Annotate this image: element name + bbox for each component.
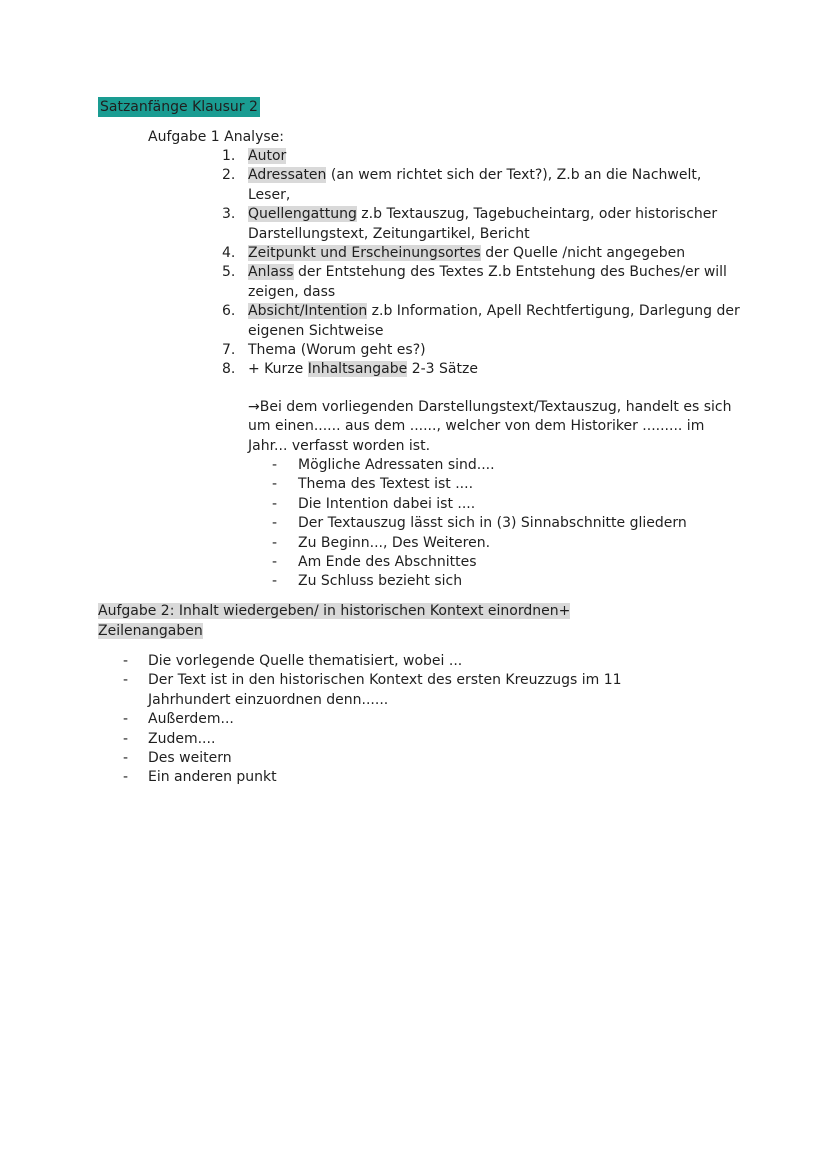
item-text: Der Textauszug lässt sich in (3) Sinnabschnitte gliedern: [298, 515, 687, 532]
list-number: 7.: [222, 342, 236, 359]
highlighted-term: Zeitpunkt und Erscheinungsortes: [248, 245, 481, 262]
item-text: Am Ende des Abschnittes: [298, 554, 477, 571]
list-item: [272, 514, 758, 533]
list-item: [123, 730, 708, 749]
document-title: Satzanfänge Klausur 2: [100, 99, 258, 115]
dash-marker: -: [272, 476, 278, 493]
aufgabe2-dash-list: [123, 652, 708, 788]
item-text: z.b Information, Apell Rechtfertigung, Darlegung der eigenen Sichtweise: [248, 303, 740, 339]
dash-marker: -: [272, 515, 278, 532]
item-text: der Quelle /nicht angegeben: [480, 245, 686, 262]
list-item: [123, 768, 708, 787]
list-item: [222, 302, 748, 341]
item-text: Zu Schluss bezieht sich: [298, 573, 463, 590]
dash-marker: -: [123, 711, 129, 728]
list-number: 6.: [222, 303, 236, 320]
dash-marker: -: [123, 653, 129, 669]
list-number: 1.: [222, 148, 236, 164]
item-text: z.b Textauszug, Tagebucheintarg, oder historischer Darstellungstext, Zeitungartikel, Bericht: [248, 206, 718, 242]
dash-marker: -: [272, 554, 278, 571]
item-text: Der Text ist in den historischen Kontext des ersten Kreuzzugs im 11 Jahrhundert einzuordnen denn......: [148, 672, 622, 708]
list-item: [272, 534, 758, 553]
list-item: [222, 147, 748, 166]
list-item: [222, 360, 748, 379]
list-item: [272, 553, 758, 572]
list-number: 4.: [222, 245, 236, 262]
highlighted-term: Quellengattung: [248, 206, 357, 223]
dash-marker: -: [272, 457, 278, 473]
list-item: [272, 495, 758, 514]
aufgabe1-heading: Aufgabe 1 Analyse:: [148, 129, 284, 145]
item-text: Die Intention dabei ist ....: [298, 495, 476, 512]
dash-marker: -: [123, 769, 129, 786]
highlighted-term: Inhaltsangabe: [307, 361, 408, 378]
list-item: [222, 166, 748, 205]
item-text: + Kurze: [248, 361, 308, 378]
dash-marker: -: [123, 672, 129, 689]
item-text: Thema (Worum geht es?): [248, 342, 426, 359]
item-text: Außerdem...: [148, 711, 234, 728]
aufgabe2-heading-text: Aufgabe 2: Inhalt wiedergeben/ in historischen Kontext einordnen+ Zeilenangaben: [98, 603, 571, 639]
item-text: Die vorlegende Quelle thematisiert, wobei ...: [148, 653, 463, 669]
list-item: [222, 205, 748, 244]
list-number: 5.: [222, 264, 236, 281]
highlighted-term: Autor: [248, 148, 287, 164]
list-number: 3.: [222, 206, 236, 223]
dash-marker: -: [272, 495, 278, 512]
dash-marker: -: [272, 573, 278, 590]
list-item: [222, 244, 748, 263]
list-item: [272, 456, 758, 475]
highlighted-term: Absicht/Intention: [248, 303, 368, 320]
list-number: 8.: [222, 361, 236, 378]
analysis-numbered-list: [222, 147, 748, 380]
dash-marker: -: [272, 534, 278, 551]
item-text: Zu Beginn..., Des Weiteren.: [298, 534, 491, 551]
dash-marker: -: [123, 730, 129, 747]
dash-marker: -: [123, 750, 129, 767]
aufgabe2-heading: [98, 602, 658, 641]
list-item: [123, 652, 708, 671]
item-text: (an wem richtet sich der Text?), Z.b an die Nachwelt, Leser,: [248, 167, 702, 203]
list-item: [123, 671, 708, 710]
item-text: Thema des Textest ist ....: [298, 476, 474, 493]
list-item: [123, 710, 708, 729]
list-item: [272, 475, 758, 494]
list-item: [123, 749, 708, 768]
item-text: der Entstehung des Textes Z.b Entstehung des Buches/er will zeigen, dass: [248, 264, 727, 300]
item-text: 2-3 Sätze: [407, 361, 478, 378]
template-paragraph: →Bei dem vorliegenden Darstellungstext/Textauszug, handelt es sich um einen...... aus dem ......, welcher von dem Historiker ......... im Jahr... verfasst worden ist.: [248, 399, 732, 454]
highlighted-term: Adressaten: [248, 167, 327, 184]
list-item: [222, 263, 748, 302]
item-text: Des weitern: [148, 750, 232, 767]
item-text: Zudem....: [148, 730, 216, 747]
highlighted-term: Anlass: [248, 264, 294, 281]
item-text: Ein anderen punkt: [148, 769, 277, 786]
list-item: [272, 572, 758, 591]
list-item: [222, 341, 748, 360]
list-number: 2.: [222, 167, 236, 184]
aufgabe1-dash-list: [272, 456, 758, 592]
item-text: Mögliche Adressaten sind....: [298, 457, 495, 473]
